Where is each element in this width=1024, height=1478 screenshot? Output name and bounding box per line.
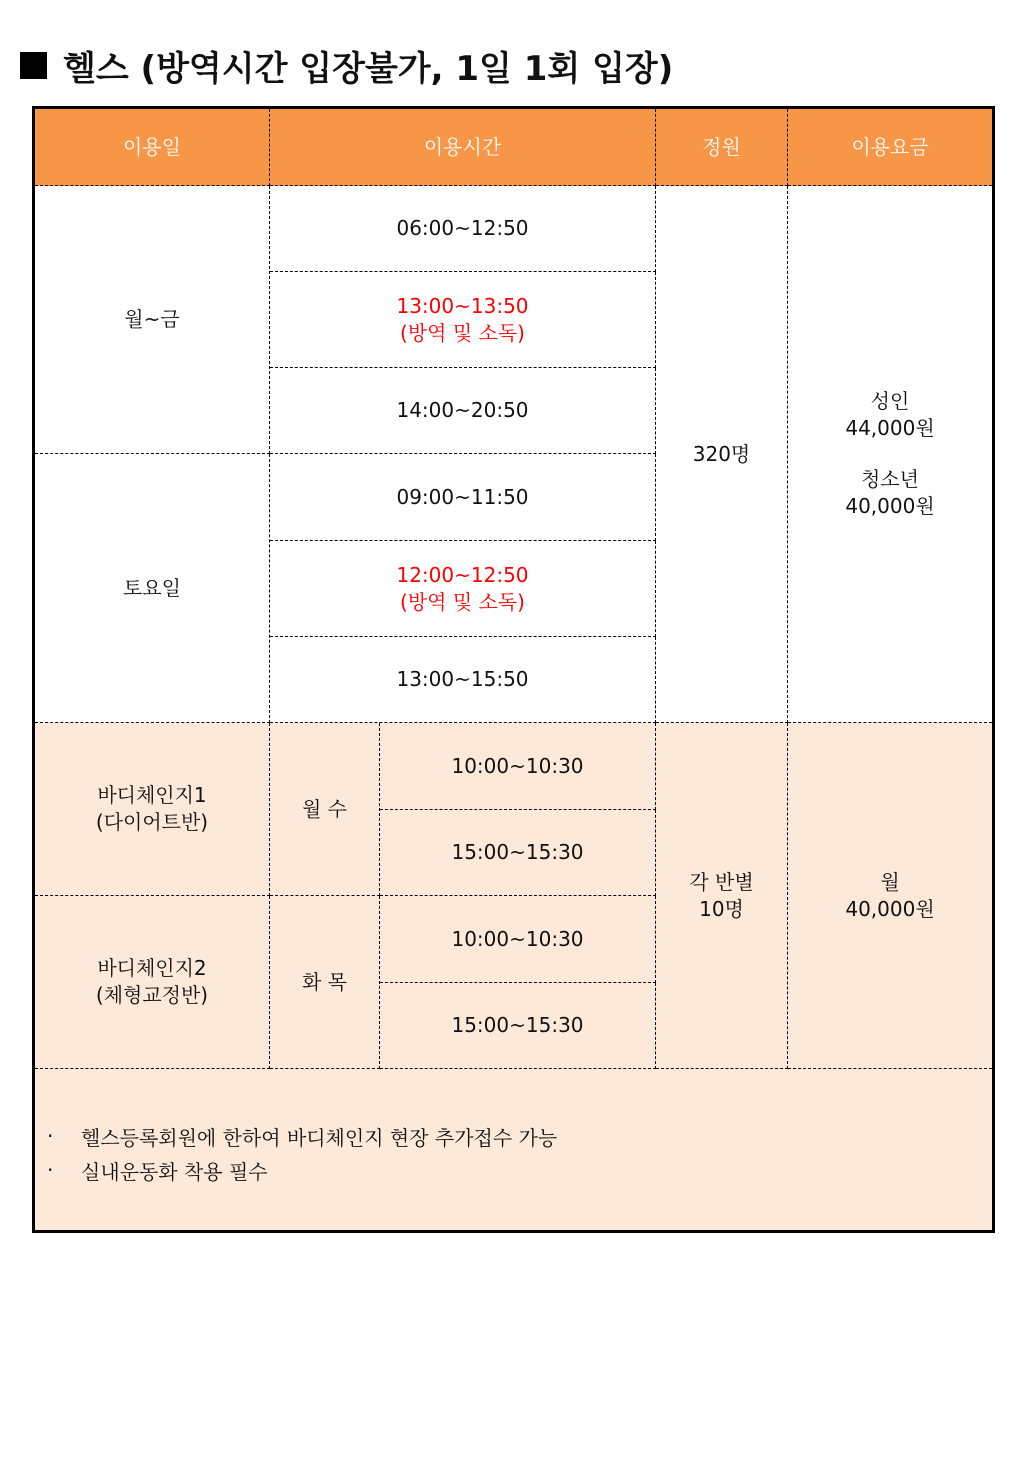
time-slot-time: 13:00~13:50 xyxy=(396,293,529,318)
fee-adult-label: 성인 xyxy=(870,389,910,413)
day-saturday xyxy=(35,454,270,723)
program-time-slot xyxy=(380,983,656,1069)
time-slot-time: 12:00~12:50 xyxy=(396,562,529,587)
schedule-table xyxy=(32,106,995,1233)
fee-adult-price: 44,000원 xyxy=(845,416,935,440)
note-item xyxy=(47,1153,992,1187)
page-title-text: 헬스 (방역시간 입장불가, 1일 1회 입장) xyxy=(63,48,674,89)
time-slot xyxy=(270,637,656,723)
day-weekday-label: 월~금 xyxy=(124,307,180,331)
time-slot-time: 09:00~11:50 xyxy=(396,484,529,509)
time-slot-time: 10:00~10:30 xyxy=(451,753,584,778)
program-sub: (다이어트반) xyxy=(95,810,209,834)
program-fee-line2: 40,000원 xyxy=(845,896,935,921)
bullet-dot-icon: · xyxy=(47,1158,54,1182)
health-capacity-value: 320명 xyxy=(692,441,751,466)
health-capacity xyxy=(656,186,788,723)
header-usage-time: 이용시간 xyxy=(270,109,656,186)
time-slot xyxy=(270,186,656,272)
program-fee xyxy=(788,723,992,1069)
program-sub: (체형교정반) xyxy=(95,983,209,1007)
program-days-label: 월 수 xyxy=(302,796,347,821)
page-title xyxy=(20,40,673,90)
program-days xyxy=(270,896,380,1069)
program-capacity-line1: 각 반별 xyxy=(689,869,754,894)
header-fee: 이용요금 xyxy=(788,109,992,186)
bullet-dot-icon: · xyxy=(47,1124,54,1148)
note-item xyxy=(47,1119,992,1153)
time-slot-time: 15:00~15:30 xyxy=(451,840,584,864)
time-slot-time: 10:00~10:30 xyxy=(451,926,584,951)
day-saturday-label: 토요일 xyxy=(123,575,181,600)
disinfection-note: (방역 및 소독) xyxy=(400,589,525,614)
note-text: 실내운동화 착용 필수 xyxy=(81,1159,268,1184)
program-fee-line1: 월 xyxy=(880,869,900,894)
header-usage-day: 이용일 xyxy=(35,109,270,186)
time-slot-time: 14:00~20:50 xyxy=(396,398,529,422)
time-slot-time: 06:00~12:50 xyxy=(396,216,529,240)
program-time-slot xyxy=(380,723,656,810)
time-slot-disinfection xyxy=(270,272,656,368)
program-days xyxy=(270,723,380,896)
program-name: 바디체인지1 xyxy=(97,783,207,807)
header-capacity: 정원 xyxy=(656,109,788,186)
health-fee xyxy=(788,186,992,723)
day-weekday xyxy=(35,186,270,454)
program-capacity-line2: 10명 xyxy=(699,896,744,921)
program-time-slot xyxy=(380,810,656,896)
program-capacity xyxy=(656,723,788,1069)
time-slot xyxy=(270,368,656,454)
note-text: 헬스등록회원에 한하여 바디체인지 현장 추가접수 가능 xyxy=(81,1125,558,1150)
time-slot xyxy=(270,454,656,541)
disinfection-note: (방역 및 소독) xyxy=(400,320,525,345)
time-slot-disinfection xyxy=(270,541,656,637)
square-bullet-icon xyxy=(20,52,47,79)
program-body-change-1 xyxy=(35,723,270,896)
notes-section xyxy=(35,1069,992,1230)
fee-youth-price: 40,000원 xyxy=(845,494,935,518)
time-slot-time: 15:00~15:30 xyxy=(451,1013,584,1037)
time-slot-time: 13:00~15:50 xyxy=(396,667,529,691)
program-name: 바디체인지2 xyxy=(97,956,207,980)
fee-youth-label: 청소년 xyxy=(861,467,919,491)
program-time-slot xyxy=(380,896,656,983)
program-body-change-2 xyxy=(35,896,270,1069)
program-days-label: 화 목 xyxy=(302,969,347,994)
